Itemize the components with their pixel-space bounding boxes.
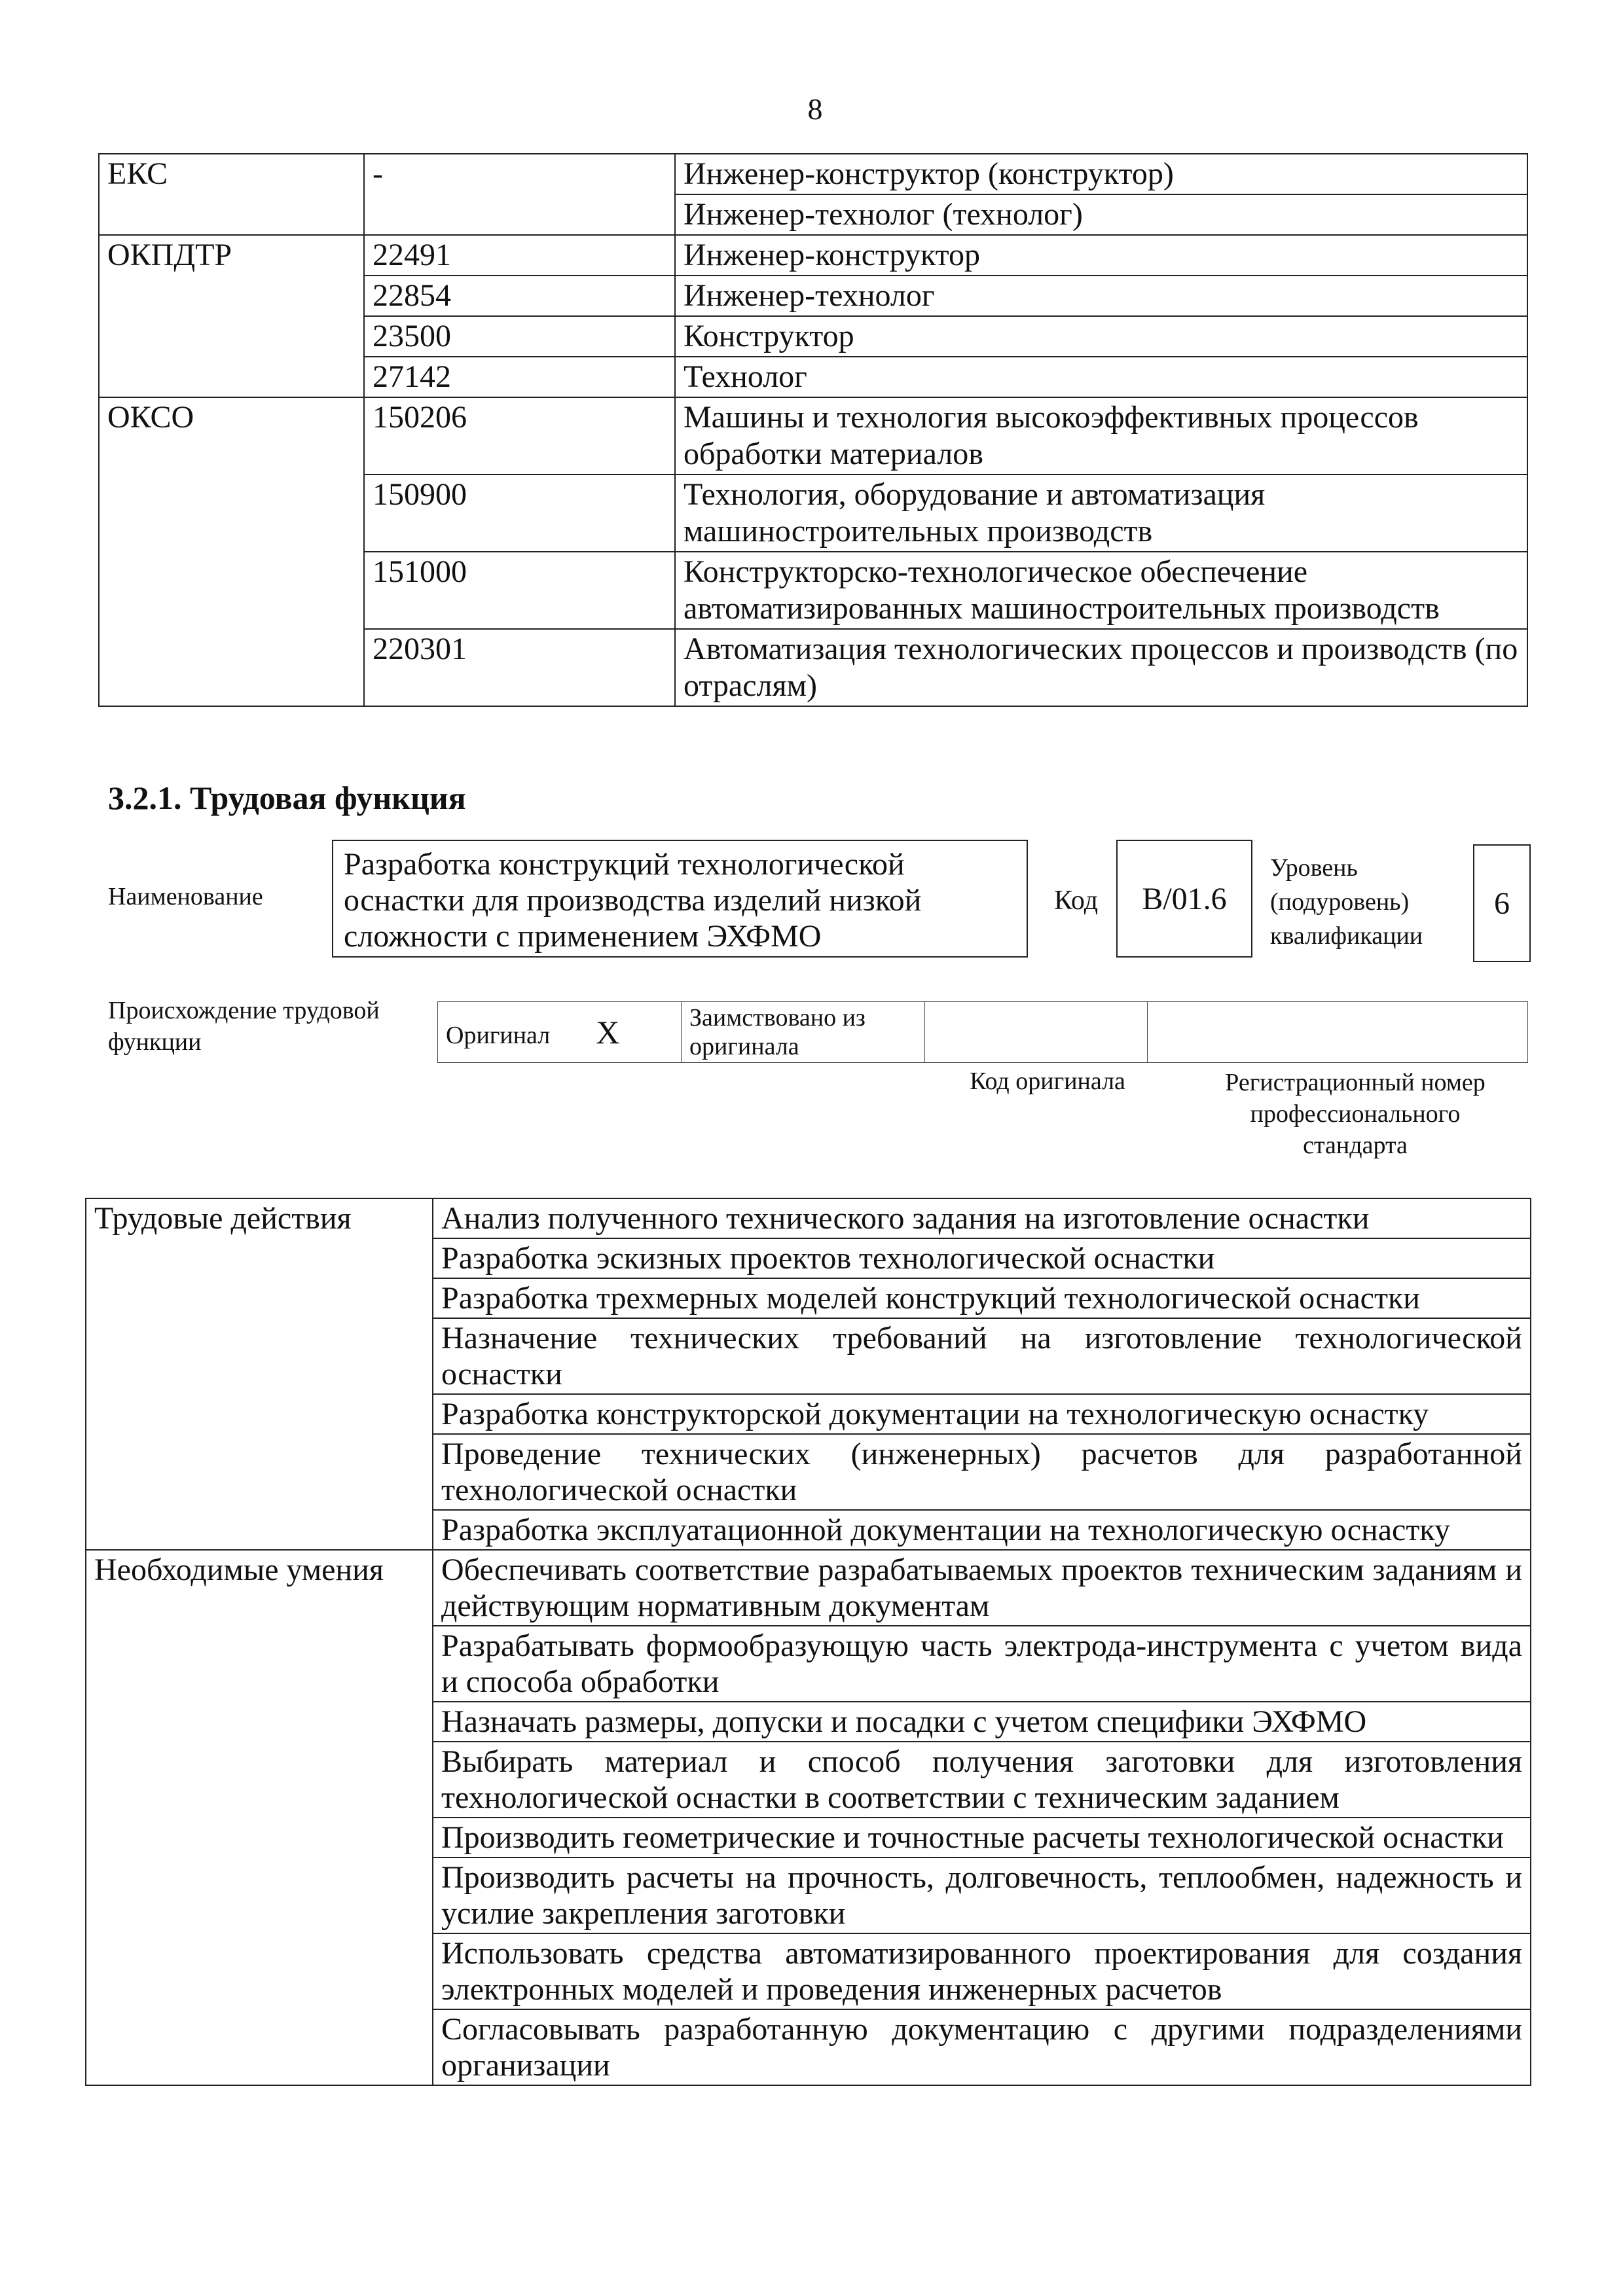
classifier-name: Инженер-конструктор (конструктор) — [675, 154, 1527, 194]
borrowed-label-line: оригинала — [689, 1033, 799, 1060]
classifier-code: 22854 — [364, 276, 675, 316]
caption-line: Регистрационный номер — [1225, 1069, 1486, 1096]
labor-action-item: Разработка конструкторской документации на технологическую оснастку — [433, 1394, 1531, 1434]
labor-action-item: Разработка эскизных проектов технологической оснастки — [433, 1238, 1531, 1278]
origin-table — [437, 1001, 1528, 1063]
labor-action-item: Проведение технических (инженерных) расчетов для разработанной технологической оснастки — [433, 1434, 1531, 1510]
required-skill-item: Согласовывать разработанную документацию с другими подразделениями организации — [433, 2009, 1531, 2085]
registration-number-caption — [1185, 1067, 1525, 1161]
classifier-name: Инженер-технолог — [675, 276, 1527, 316]
classifier-name: Конструкторско-технологическое обеспечение автоматизированных машиностроительных производств — [675, 552, 1527, 629]
qualification-level-label — [1270, 851, 1423, 953]
registration-number-cell — [1148, 1002, 1528, 1063]
table-row — [86, 1550, 1531, 1626]
classifier-group: ЕКС — [99, 154, 364, 235]
table-row — [99, 397, 1527, 475]
required-skill-item: Использовать средства автоматизированного проектирования для создания электронных моделей и проведения инженерных расчетов — [433, 1933, 1531, 2009]
classifier-name: Автоматизация технологических процессов и производств (по отраслям) — [675, 629, 1527, 706]
classifier-code: - — [364, 154, 675, 235]
table-row — [438, 1002, 1528, 1063]
required-skill-item: Производить расчеты на прочность, долговечность, теплообмен, надежность и усилие закрепления заготовки — [433, 1857, 1531, 1933]
classifier-group: ОКСО — [99, 397, 364, 706]
table-row — [99, 235, 1527, 276]
borrowed-label-line: Заимствовано из — [689, 1004, 866, 1031]
function-origin-label — [108, 995, 380, 1058]
origin-label-line: функции — [108, 1028, 202, 1056]
table-row — [99, 154, 1527, 194]
classifier-name: Инженер-конструктор — [675, 235, 1527, 276]
required-skill-item: Производить геометрические и точностные расчеты технологической оснастки — [433, 1818, 1531, 1857]
classifier-code: 150206 — [364, 397, 675, 475]
original-code-cell — [925, 1002, 1148, 1063]
classifier-code: 23500 — [364, 316, 675, 357]
classifier-name: Технолог — [675, 357, 1527, 397]
function-code-label: Код — [1054, 886, 1099, 916]
original-cell — [438, 1002, 682, 1063]
level-label-line: Уровень — [1270, 854, 1358, 882]
labor-action-item: Разработка трехмерных моделей конструкций технологической оснастки — [433, 1278, 1531, 1318]
classifier-name: Инженер-технолог (технолог) — [675, 194, 1527, 235]
caption-line: стандарта — [1303, 1132, 1408, 1159]
function-code: В/01.6 — [1116, 840, 1252, 958]
labor-action-item: Разработка эксплуатационной документации на технологическую оснастку — [433, 1510, 1531, 1550]
classifier-name: Машины и технология высокоэффективных процессов обработки материалов — [675, 397, 1527, 475]
classifier-name: Конструктор — [675, 316, 1527, 357]
level-label-line: (подуровень) — [1270, 888, 1410, 916]
origin-label-line: Происхождение трудовой — [108, 997, 380, 1024]
classifier-code: 151000 — [364, 552, 675, 629]
classifier-code: 220301 — [364, 629, 675, 706]
labor-action-item: Назначение технических требований на изготовление технологической оснастки — [433, 1318, 1531, 1394]
classifier-code: 150900 — [364, 475, 675, 552]
table-row — [86, 1198, 1531, 1238]
qualification-level: 6 — [1473, 844, 1531, 962]
required-skill-item: Выбирать материал и способ получения заготовки для изготовления технологической оснастки в соответствии с техническим заданием — [433, 1742, 1531, 1818]
required-skill-item: Разрабатывать формообразующую часть электрода-инструмента с учетом вида и способа обработки — [433, 1626, 1531, 1702]
classifier-code: 27142 — [364, 357, 675, 397]
labor-actions-label: Трудовые действия — [86, 1198, 433, 1550]
labor-action-item: Анализ полученного технического задания на изготовление оснастки — [433, 1198, 1531, 1238]
original-label: Оригинал — [446, 1022, 551, 1049]
classifier-name: Технология, оборудование и автоматизация машиностроительных производств — [675, 475, 1527, 552]
section-heading: 3.2.1. Трудовая функция — [108, 780, 466, 816]
classification-table — [98, 153, 1528, 707]
original-mark: X — [596, 1014, 620, 1050]
required-skills-label: Необходимые умения — [86, 1550, 433, 2085]
function-name-label: Наименование — [108, 883, 263, 910]
required-skill-item: Обеспечивать соответствие разрабатываемых проектов техническим заданиям и действующим нормативным документам — [433, 1550, 1531, 1626]
page-number: 8 — [807, 92, 823, 126]
classifier-group: ОКПДТР — [99, 235, 364, 397]
level-label-line: квалификации — [1270, 922, 1423, 950]
required-skill-item: Назначать размеры, допуски и посадки с учетом специфики ЭХФМО — [433, 1702, 1531, 1742]
function-details-table — [85, 1198, 1531, 2086]
classifier-code: 22491 — [364, 235, 675, 276]
function-name: Разработка конструкций технологической оснастки для производства изделий низкой сложности с применением ЭХФМО — [332, 840, 1028, 958]
caption-line: профессионального — [1250, 1100, 1461, 1128]
borrowed-cell — [682, 1002, 925, 1063]
original-code-caption: Код оригинала — [970, 1067, 1125, 1095]
